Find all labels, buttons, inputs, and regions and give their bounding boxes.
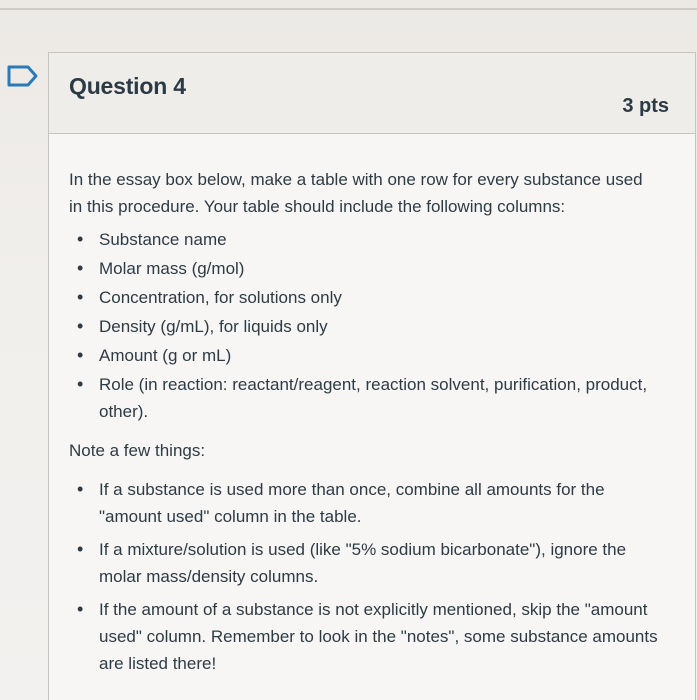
list-item-text: Role (in reaction: reactant/reagent, reaction solvent, purification, product, other).	[99, 375, 648, 421]
notes-list	[69, 476, 659, 677]
bullet-icon: •	[77, 287, 84, 307]
bullet-icon: •	[77, 345, 84, 365]
note-heading: Note a few things:	[69, 441, 206, 460]
list-item	[77, 476, 659, 530]
list-item	[77, 255, 659, 282]
list-item	[77, 226, 659, 253]
question-intro: In the essay box below, make a table with one row for every substance used in this procedure. Your table should include the following columns:	[69, 170, 643, 216]
list-item	[77, 284, 659, 311]
bullet-icon: •	[77, 374, 84, 394]
divider	[0, 8, 697, 10]
bullet-icon: •	[77, 258, 84, 278]
bullet-icon: •	[77, 479, 84, 499]
question-card	[48, 52, 696, 700]
question-title: Question 4	[69, 73, 186, 99]
list-item-text: Molar mass (g/mol)	[99, 259, 245, 278]
bullet-icon: •	[77, 229, 84, 249]
question-header	[49, 53, 695, 134]
bullet-icon: •	[77, 539, 84, 559]
list-item-text: Substance name	[99, 230, 227, 249]
bullet-icon: •	[77, 316, 84, 336]
columns-list	[69, 226, 659, 425]
bullet-icon: •	[77, 599, 84, 619]
question-flag-icon[interactable]	[6, 64, 40, 88]
question-body	[69, 166, 659, 683]
list-item	[77, 371, 659, 425]
list-item	[77, 536, 659, 590]
list-item	[77, 596, 659, 677]
list-item-text: If the amount of a substance is not explicitly mentioned, skip the "amount used" column. Remember to look in the "notes", some substance amounts are listed there!	[99, 600, 658, 673]
list-item	[77, 342, 659, 369]
list-item-text: Concentration, for solutions only	[99, 288, 342, 307]
list-item-text: If a substance is used more than once, combine all amounts for the "amount used" column in the table.	[99, 480, 605, 526]
list-item	[77, 313, 659, 340]
list-item-text: Density (g/mL), for liquids only	[99, 317, 328, 336]
list-item-text: If a mixture/solution is used (like "5% sodium bicarbonate"), ignore the molar mass/density columns.	[99, 540, 627, 586]
question-points: 3 pts	[622, 95, 669, 117]
list-item-text: Amount (g or mL)	[99, 346, 232, 365]
